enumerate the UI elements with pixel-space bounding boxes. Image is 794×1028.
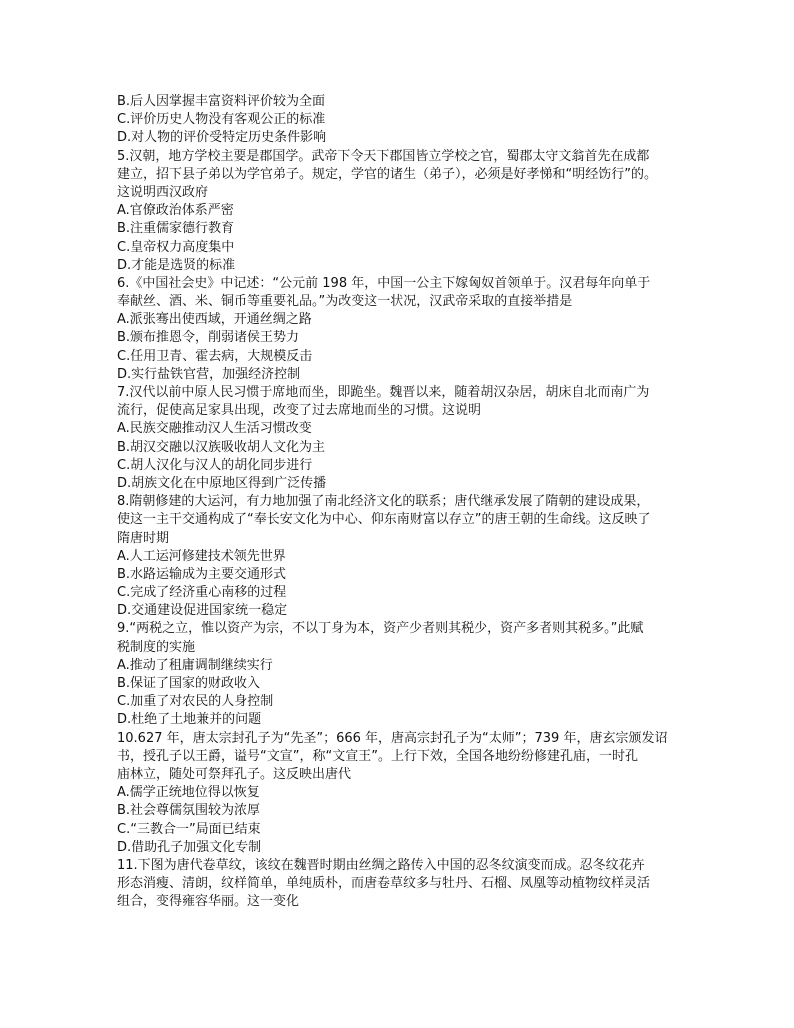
option-line: D.杜绝了土地兼并的问题 [117,712,262,728]
question-6-stem: 6.《中国社会史》中记述：“公元前 198 年，中国一公主下嫁匈奴首领单于。汉君每年向单于 [117,275,651,291]
option-line: C.完成了经济重心南移的过程 [117,585,287,601]
option-line: C.“三教合一”局面已结束 [117,821,261,837]
option-line: A.人工运河修建技术领先世界 [117,548,286,564]
text-line: 庙林立，随处可祭拜孔子。这反映出唐代 [117,766,352,782]
question-7-stem: 7.汉代以前中原人民习惯于席地而坐，即跪坐。魏晋以来，随着胡汉杂居，胡床自北而南广为 [117,385,650,400]
text-line: 这说明西汉政府 [117,184,209,200]
option-line: D.实行盐铁官营，加强经济控制 [117,366,301,382]
text-line: 建立，招下县子弟以为学官弟子。规定，学官的诸生（弟子），必须是好孝悌和“明经饬行”的。 [117,166,657,182]
option-line: B.保证了国家的财政收入 [117,676,261,691]
option-line: D.交通建设促进国家统一稳定 [117,603,288,619]
option-line: C.任用卫青、霍去病，大规模反击 [117,348,313,364]
text-line: B.后人因掌握丰富资料评价较为全面 [117,94,326,109]
text-line: C.评价历史人物没有客观公正的标准 [117,112,326,128]
option-line: B.注重儒家德行教育 [117,221,235,237]
option-line: B.社会尊儒氛围较为浓厚 [117,803,261,819]
question-11-stem: 11.下图为唐代卷草纹，该纹在魏晋时期由丝绸之路传入中国的忍冬纹演变而成。忍冬纹花卉 [117,857,645,873]
text-line: 税制度的实施 [117,639,196,655]
text-line: 组合，变得雍容华丽。这一变化 [117,894,300,910]
option-line: A.儒学正统地位得以恢复 [117,785,260,801]
question-8-stem: 8.隋朝修建的大运河，有力地加强了南北经济文化的联系；唐代继承发展了隋朝的建设成果， [117,494,650,510]
option-line: D.才能是选贤的标准 [117,257,236,273]
option-line: C.胡人汉化与汉人的胡化同步进行 [117,457,313,473]
option-line: A.官僚政治体系严密 [117,203,234,219]
text-line: 隋唐时期 [117,530,170,546]
option-line: A.民族交融推动汉人生活习惯改变 [117,421,312,437]
text-line: 奉献丝、酒、米、铜币等重要礼品。”为改变这一状况，汉武帝采取的直接举措是 [117,294,573,310]
question-10-stem: 10.627 年，唐太宗封孔子为“先圣”；666 年，唐高宗封孔子为“太师”；739 年，唐玄宗颁发诏 [117,730,668,746]
text-line: 使这一主干交通构成了“奉长安文化为中心、仰东南财富以存立”的唐王朝的生命线。这反映了 [117,512,651,528]
option-line: D.借助孔子加强文化专制 [117,839,262,855]
question-9-stem: 9.“两税之立，惟以资产为宗，不以丁身为本，资产少者则其税少，资产多者则其税多。”此赋 [117,621,644,637]
text-line: 形态消瘦、清朗，纹样简单，单纯质朴，而唐卷草纹多与牡丹、石榴、凤凰等动植物纹样灵活 [117,876,651,892]
option-line: C.皇帝权力高度集中 [117,239,235,255]
option-line: B.颁布推恩令，削弱诸侯王势力 [117,330,300,346]
text-line: 流行，促使高足家具出现，改变了过去席地而坐的习惯。这说明 [117,403,482,419]
option-line: B.水路运输成为主要交通形式 [117,566,287,582]
document-page [117,93,685,911]
option-line: D.胡族文化在中原地区得到广泛传播 [117,475,327,491]
option-line: A.派张骞出使西域，开通丝绸之路 [117,312,312,328]
option-line: C.加重了对农民的人身控制 [117,694,274,710]
option-line: B.胡汉交融以汉族吸收胡人文化为主 [117,439,326,455]
text-line: D.对人物的评价受特定历史条件影响 [117,130,327,146]
text-line: 书，授孔子以王爵，谥号“文宣”，称“文宣王”。上行下效，全国各地纷纷修建孔庙，一时孔 [117,748,638,764]
option-line: A.推动了租庸调制继续实行 [117,657,273,673]
question-5-stem: 5.汉朝，地方学校主要是郡国学。武帝下令天下郡国皆立学校之官，蜀郡太守文翁首先在成都 [117,148,650,164]
